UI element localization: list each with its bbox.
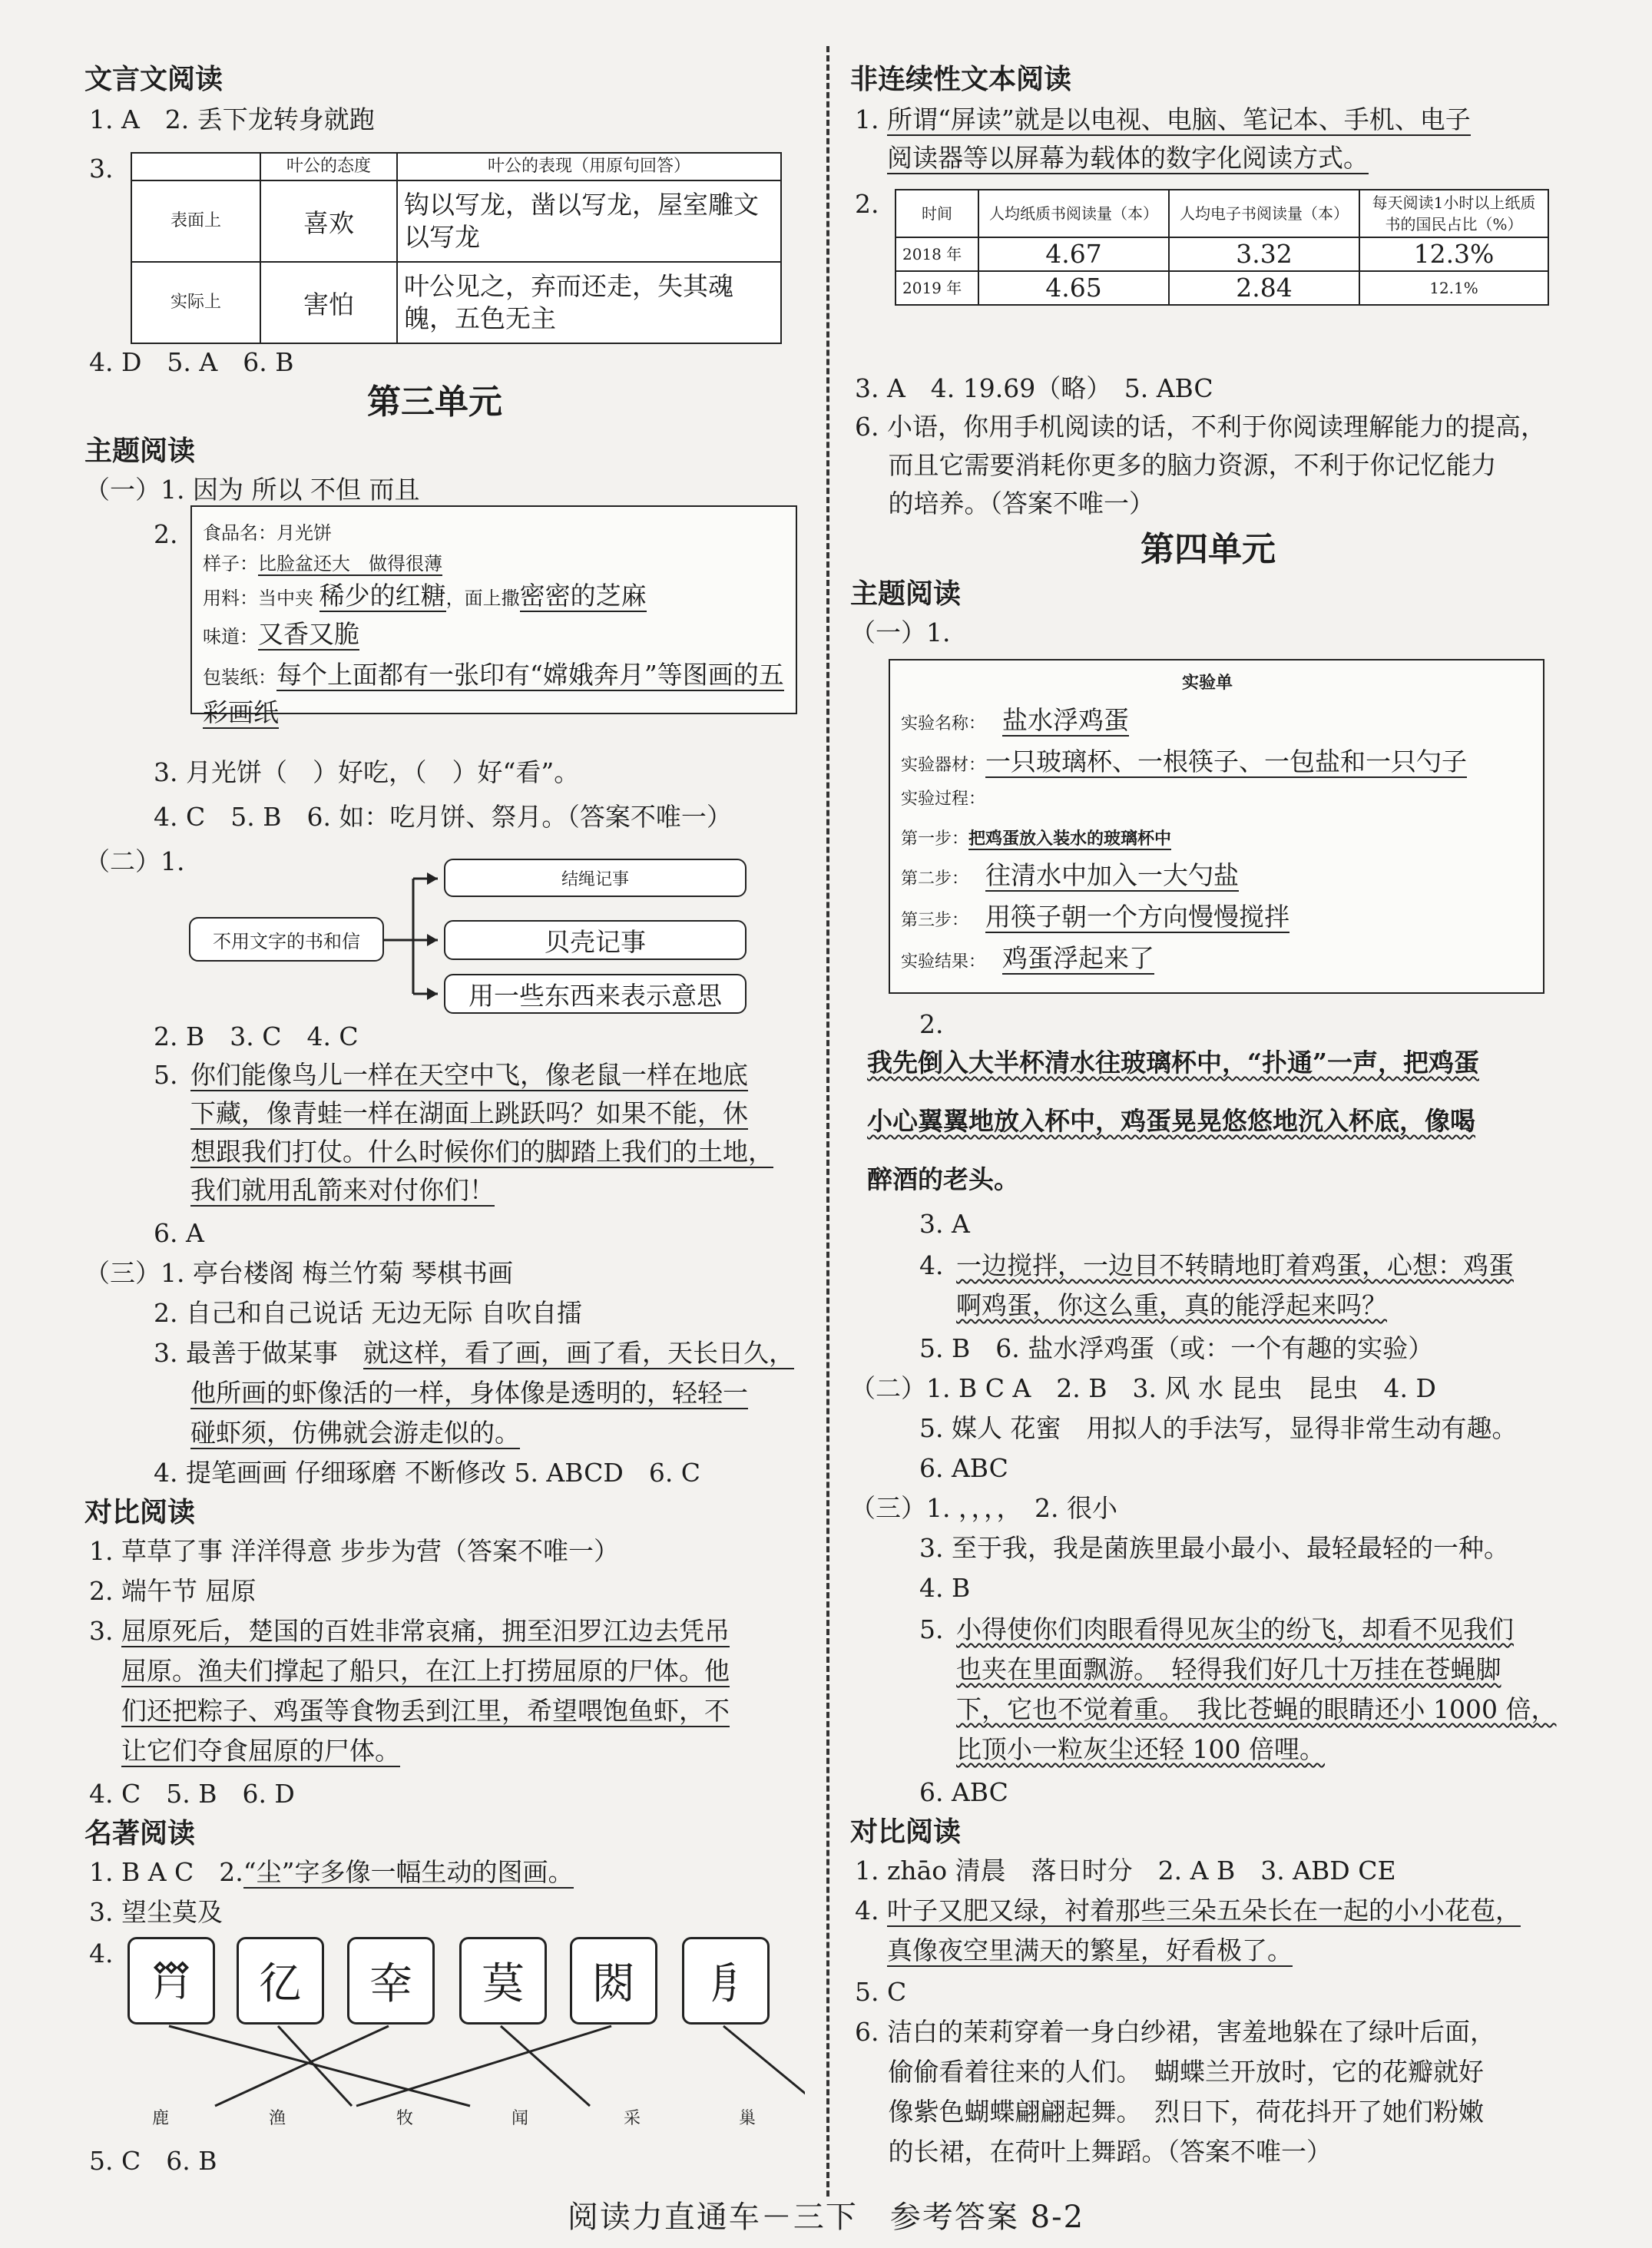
page-footer: 阅读力直通车－三下 参考答案 8-2 [567, 2200, 1085, 2235]
classical-q3-num: 3. [89, 154, 114, 184]
table-cell: 叶公见之，弃而还走，失其魂魄，五色无主 [397, 262, 781, 343]
table-cell: 喜欢 [260, 180, 397, 262]
answer-line: 叶子又肥又绿，衬着那些三朵五朵长在一起的小小花苞， [887, 1895, 1521, 1925]
compare-q4-6: 4. C 5. B 6. D [89, 1779, 295, 1809]
unit4-compare-q6-line: 偷偷看着往来的人们。 蝴蝶兰开放时，它的花瓣就好 [855, 2057, 1484, 2087]
ancient-glyph: 𢒼 [237, 1937, 324, 2025]
section-heading-classic-works: 名著阅读 [84, 1818, 196, 1849]
section-heading-theme: 主题阅读 [84, 435, 196, 467]
unit4-p3-q6: 6. ABC [919, 1777, 1008, 1807]
section-heading-compare: 对比阅读 [84, 1497, 196, 1528]
unit3-p3-q4-6: 4. 提笔画画 仔细琢磨 不断修改 5. ABCD 6. C [154, 1458, 701, 1488]
table-header-cell: 人均纸质书阅读量（本） [978, 190, 1169, 237]
unit4-p1-q2-num: 2. [919, 1009, 944, 1039]
ancient-glyph: 㐆 [682, 1937, 770, 2025]
mindmap-branch: 用一些东西来表示意思 [444, 974, 747, 1014]
unit4-p3-q5-num: 5. [919, 1614, 944, 1644]
answer-line: 屈原。渔夫们撑起了船只，在江上打捞屈原的尸体。他 [121, 1656, 730, 1686]
answer-line: 真像夜空里满天的繁星，好看极了。 [887, 1935, 1293, 1965]
classical-q1-2: 1. A 2. 丢下龙转身就跑 [89, 104, 375, 134]
answer-line: 也夹在里面飘游。 轻得我们好几十万挂在苍蝇脚 [956, 1654, 1501, 1684]
noncont-q6-line: 而且它需要消耗你更多的脑力资源，不利于你记忆能力 [855, 450, 1497, 480]
match-word: 牧 [396, 2109, 414, 2128]
table-cell: 4.67 [978, 237, 1169, 271]
section-heading-classical: 文言文阅读 [84, 64, 223, 95]
ancient-glyph: 㚔 [347, 1937, 435, 2025]
unit3-p1-q1: （一）1. 因为 所以 不但 而且 [84, 475, 420, 505]
sheet-line-process: 实验过程： [901, 790, 986, 809]
right-column [849, 31, 1555, 2187]
compare-q2: 2. 端午节 屈原 [89, 1576, 257, 1606]
unit3-p3-q2: 2. 自己和自己说话 无边无际 自吹自擂 [154, 1298, 582, 1328]
unit4-p2-q1: （二）1. B C A 2. B 3. 风 水 昆虫 昆虫 4. D [850, 1373, 1436, 1403]
answer-line: 下藏，像青蛙一样在湖面上跳跃吗？如果不能，休 [190, 1098, 748, 1128]
answer-line: 想跟我们打仗。什么时候你们的脚踏上我们的土地， [190, 1137, 773, 1167]
answer-line: 小心翼翼地放入杯中，鸡蛋晃晃悠悠地沉入杯底，像喝 [867, 1106, 1475, 1136]
classic-q5-6: 5. C 6. B [89, 2146, 217, 2176]
section-heading-theme: 主题阅读 [850, 578, 962, 610]
noncont-q2-num: 2. [855, 189, 879, 219]
table-row [896, 271, 1548, 305]
noncont-q1-num: 1. [855, 104, 879, 134]
unit4-p3-q1: （三）1. ，，，， 2. 很小 [850, 1493, 1117, 1523]
unit4-p2-q6: 6. ABC [919, 1453, 1008, 1483]
answer-line: 啊鸡蛋，你这么重，真的能浮起来吗？ [956, 1290, 1387, 1320]
compare-q3-num: 3. [89, 1616, 114, 1646]
experiment-sheet [889, 659, 1544, 994]
answer-line: 让它们夺食屈原的尸体。 [121, 1736, 400, 1766]
column-divider [826, 46, 829, 2197]
classic-q3: 3. 望尘莫及 [89, 1897, 223, 1927]
unit4-p1-q5-6: 5. B 6. 盐水浮鸡蛋（或：一个有趣的实验） [919, 1333, 1434, 1363]
match-word: 渔 [269, 2109, 286, 2128]
card-line-shape: 样子：比脸盆还大 做得很薄 [203, 553, 442, 574]
card-line-packaging: 包装纸：每个上面都有一张印有“嫦娥奔月”等图画的五彩画纸 [203, 660, 784, 727]
compare-q1: 1. 草草了事 洋洋得意 步步为营（答案不唯一） [89, 1536, 619, 1566]
noncont-q6-line: 的培养。（答案不唯一） [855, 488, 1154, 518]
unit4-p2-q5: 5. 媒人 花蜜 用拟人的手法写，显得非常生动有趣。 [919, 1413, 1518, 1443]
ye-gong-table [131, 152, 782, 344]
unit3-p2-q1: （二）1. [84, 846, 185, 876]
answer-line: 醉酒的老头。 [867, 1164, 1019, 1194]
answer-line: 们还把粽子、鸡蛋等食物丢到江里，希望喂饱鱼虾，不 [121, 1696, 730, 1726]
section-heading-compare: 对比阅读 [850, 1816, 962, 1848]
answer-line: 阅读器等以屏幕为载体的数字化阅读方式。 [887, 143, 1369, 173]
unit3-p1-q2-num: 2. [154, 519, 178, 549]
sheet-line-step2: 第二步： 往清水中加入一大勺盐 [901, 860, 1240, 890]
answer-line: 一边搅拌，一边目不转睛地盯着鸡蛋，心想：鸡蛋 [956, 1250, 1514, 1280]
unit3-p2-q5-num: 5. [154, 1060, 178, 1090]
reading-stats-table [895, 189, 1549, 306]
classic-q4-num: 4. [89, 1938, 114, 1968]
unit4-compare-q6-line: 的长裙，在荷叶上舞蹈。（答案不唯一） [855, 2137, 1332, 2167]
mooncake-card [190, 505, 797, 727]
table-cell: 2019 年 [896, 271, 978, 305]
unit3-p1-q4-6: 4. C 5. B 6. 如：吃月饼、祭月。（答案不唯一） [154, 802, 732, 832]
answer-line: 小得使你们肉眼看得见灰尘的纷飞，却看不见我们 [956, 1614, 1514, 1644]
table-cell: 害怕 [260, 262, 397, 343]
table-header-row [131, 153, 781, 180]
table-header-cell: 每天阅读1小时以上纸质书的国民占比（%） [1359, 190, 1548, 237]
table-header-cell [131, 153, 260, 180]
answer-line: 碰虾须，仿佛就会游走似的。 [190, 1418, 520, 1448]
table-cell: 2018 年 [896, 237, 978, 271]
answer-line: 我们就用乱箭来对付你们！ [190, 1175, 495, 1205]
table-header-cell: 叶公的表现（用原句回答） [397, 153, 781, 180]
unit4-p3-q4: 4. B [919, 1573, 971, 1603]
unit3-p3-q3: 3. 最善于做某事 就这样，看了画，画了看，天长日久， [154, 1338, 794, 1368]
unit4-compare-q5: 5. C [855, 1977, 907, 2007]
mindmap-center: 不用文字的书和信 [189, 917, 384, 962]
table-header-cell: 叶公的态度 [260, 153, 397, 180]
unit3-title: 第三单元 [367, 382, 502, 422]
unit4-p1-q1: （一）1. [850, 617, 951, 647]
answer-line: 下，它也不觉着重。 我比苍蝇的眼睛还小 1000 倍， [956, 1694, 1557, 1724]
answer-line: 他所画的虾像活的一样，身体像是透明的，轻轻一 [190, 1378, 748, 1408]
unit3-p3-q1: （三）1. 亭台楼阁 梅兰竹菊 琴棋书画 [84, 1258, 513, 1288]
noncont-q3-5: 3. A 4. 19.69（略） 5. ABC [855, 373, 1213, 403]
sheet-line-step1: 第一步：把鸡蛋放入装水的玻璃杯中 [901, 829, 1172, 849]
unit4-compare-q6-line: 6. 洁白的茉莉穿着一身白纱裙，害羞地躲在了绿叶后面， [855, 2017, 1495, 2047]
classic-q1-2: 1. B A C 2.“尘”字多像一幅生动的图画。 [89, 1857, 574, 1887]
unit4-p1-q4-num: 4. [919, 1250, 944, 1280]
table-cell: 实际上 [131, 262, 260, 343]
unit4-p3-q3: 3. 至于我，我是菌族里最小最小、最轻最轻的一种。 [919, 1533, 1509, 1563]
unit3-p2-q6: 6. A [154, 1218, 204, 1248]
classical-q4-6: 4. D 5. A 6. B [89, 347, 294, 377]
table-cell: 3.32 [1169, 237, 1359, 271]
card-line-taste: 味道：又香又脆 [203, 619, 359, 649]
table-header-cell: 时间 [896, 190, 978, 237]
mindmap-branch: 结绳记事 [444, 859, 747, 897]
unit4-p1-q3: 3. A [919, 1209, 970, 1239]
table-cell: 4.65 [978, 271, 1169, 305]
table-header-cell: 人均电子书阅读量（本） [1169, 190, 1359, 237]
table-cell: 12.1% [1359, 271, 1548, 305]
card-line-name: 食品名：月光饼 [203, 522, 332, 544]
table-cell: 钩以写龙，凿以写龙，屋室雕文以写龙 [397, 180, 781, 262]
table-cell: 2.84 [1169, 271, 1359, 305]
glyph-matching-lines [114, 2020, 805, 2120]
table-row [131, 262, 781, 343]
unit4-title: 第四单元 [1141, 530, 1276, 569]
mindmap-branch: 贝壳记事 [444, 920, 747, 960]
match-word: 巢 [739, 2109, 756, 2128]
unit4-compare-q4-num: 4. [855, 1895, 879, 1925]
match-word: 鹿 [152, 2109, 170, 2128]
section-heading-noncontinuous: 非连续性文本阅读 [850, 64, 1072, 95]
sheet-line-step3: 第三步： 用筷子朝一个方向慢慢搅拌 [901, 902, 1290, 932]
unit3-p1-q3: 3. 月光饼（ ）好吃，（ ）好“看”。 [154, 757, 580, 787]
noncont-q6-line: 6. 小语，你用手机阅读的话，不利于你阅读理解能力的提高， [855, 412, 1546, 442]
table-row [131, 180, 781, 262]
unit4-compare-q6-line: 像紫色蝴蝶翩翩起舞。 烈日下，荷花抖开了她们粉嫩 [855, 2097, 1484, 2127]
sheet-title: 实验单 [1182, 673, 1233, 693]
ancient-glyph: 茣 [459, 1937, 547, 2025]
table-cell: 表面上 [131, 180, 260, 262]
sheet-line-name: 实验名称： 盐水浮鸡蛋 [901, 705, 1130, 735]
card-line-ingredients: 用料：当中夹 稀少的红糖，面上撒密密的芝麻 [203, 581, 647, 611]
left-column [83, 31, 805, 2187]
table-header-row [896, 190, 1548, 237]
table-row [896, 237, 1548, 271]
sheet-line-equipment: 实验器材：一只玻璃杯、一根筷子、一包盐和一只勺子 [901, 747, 1468, 776]
unit4-compare-q1-3: 1. zhāo 清晨 落日时分 2. A B 3. ABD CE [855, 1856, 1396, 1885]
answer-line: 屈原死后，楚国的百姓非常哀痛，拥至汨罗江边去凭吊 [121, 1616, 730, 1646]
answer-line: 你们能像鸟儿一样在天空中飞，像老鼠一样在地底 [190, 1060, 748, 1090]
ancient-glyph: 閦 [570, 1937, 657, 2025]
ancient-glyph: 𠄷 [127, 1937, 215, 2025]
table-cell: 12.3% [1359, 237, 1548, 271]
answer-line: 比顶小一粒灰尘还轻 100 倍哩。 [956, 1734, 1325, 1764]
unit3-p2-q2-4: 2. B 3. C 4. C [154, 1021, 359, 1051]
match-word: 闻 [511, 2109, 529, 2128]
answer-line: 所谓“屏读”就是以电视、电脑、笔记本、手机、电子 [887, 104, 1471, 134]
answer-line: 我先倒入大半杯清水往玻璃杯中，“扑通”一声，把鸡蛋 [867, 1048, 1479, 1078]
sheet-line-result: 实验结果： 鸡蛋浮起来了 [901, 943, 1155, 973]
match-word: 采 [624, 2109, 641, 2128]
